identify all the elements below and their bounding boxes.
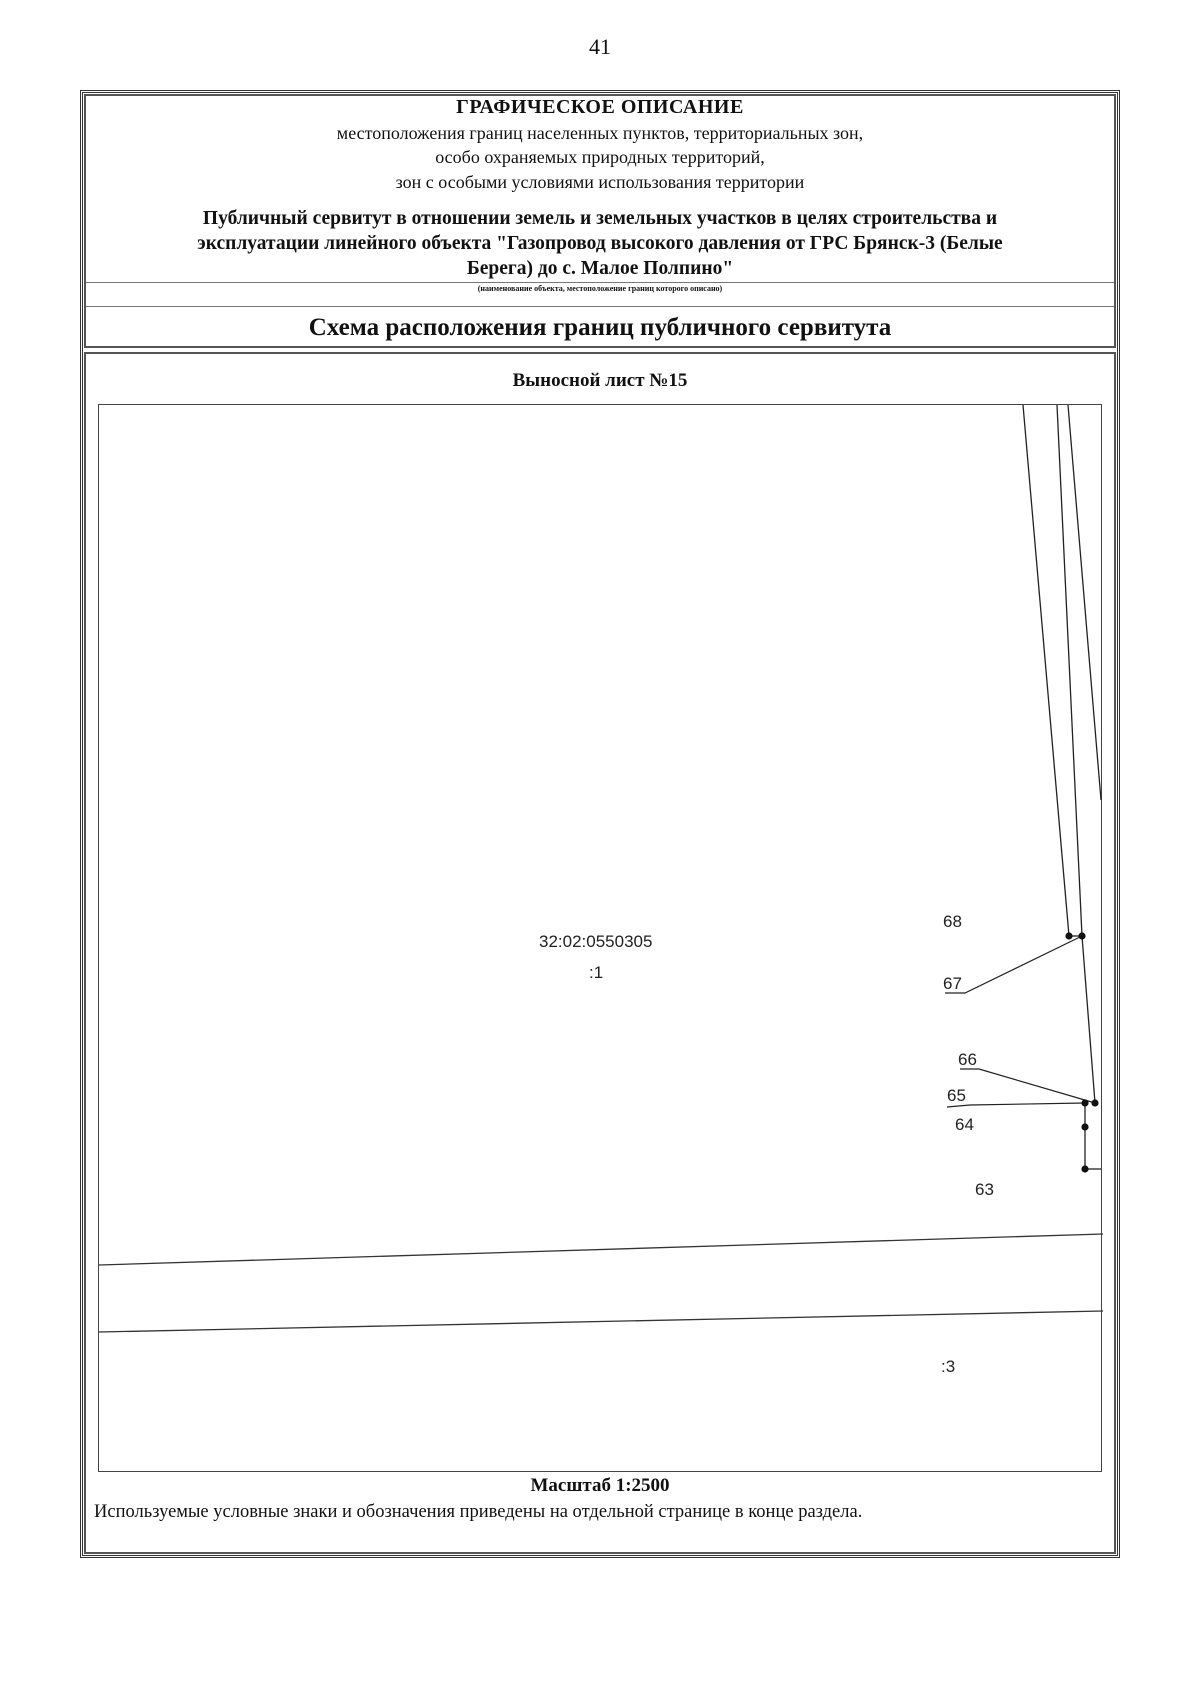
caption-divider	[86, 282, 1114, 283]
point-67	[1078, 932, 1085, 939]
header-block	[84, 94, 1116, 348]
servitude-line-1: Публичный сервитут в отношении земель и земельных участков в целях строительства и	[202, 208, 998, 229]
boundary-line-lower	[1082, 936, 1095, 1103]
servitude-description	[86, 206, 1114, 281]
subtitle-line-3: зон с особыми условиями использования территории	[395, 172, 805, 192]
leader-lines	[945, 936, 1095, 1107]
point-label-66: 66	[958, 1050, 977, 1069]
map-frame	[98, 404, 1102, 1472]
page-number: 41	[589, 34, 611, 59]
point-label-67: 67	[943, 974, 962, 993]
point-64	[1081, 1123, 1088, 1130]
boundary-points	[1065, 932, 1098, 1172]
map-drawing	[99, 405, 1103, 1473]
scheme-divider-top	[86, 306, 1114, 307]
leader-67	[945, 936, 1082, 993]
subtitle-line-2: особо охраняемых природных территорий,	[435, 147, 765, 167]
boundary-line-left	[1023, 405, 1069, 936]
point-65	[1081, 1099, 1088, 1106]
road-line-lower	[99, 1311, 1103, 1332]
servitude-line-2: эксплуатации линейного объекта "Газопровод высокого давления от ГРС Брянск-3 (Белые	[197, 233, 1003, 254]
document-title: ГРАФИЧЕСКОЕ ОПИСАНИЕ	[456, 96, 744, 118]
point-label-63: 63	[975, 1180, 994, 1199]
servitude-line-3: Берега) до с. Малое Полпино"	[466, 258, 734, 279]
point-label-65: 65	[947, 1086, 966, 1105]
parcel-3-label: :3	[941, 1357, 956, 1376]
road-lines	[99, 1234, 1103, 1332]
leader-65	[947, 1103, 1085, 1107]
parcel-1-label: :1	[589, 963, 604, 982]
object-caption: (наименование объекта, местоположение границ которого описано)	[477, 284, 723, 293]
point-68	[1065, 932, 1072, 939]
point-66	[1091, 1099, 1098, 1106]
boundary-lines	[1023, 405, 1101, 1169]
cadastral-block-label: 32:02:0550305	[539, 932, 653, 951]
legend-note: Используемые условные знаки и обозначения приведены на отдельной странице в конце раздела.	[94, 1502, 863, 1522]
point-label-64: 64	[955, 1115, 974, 1134]
scheme-title: Схема расположения границ публичного сервитута	[308, 314, 892, 341]
subtitle-line-1: местоположения границ населенных пунктов, территориальных зон,	[336, 123, 864, 143]
road-line-upper	[99, 1234, 1103, 1265]
leader-66	[960, 1069, 1095, 1103]
sheet-title: Выносной лист №15	[512, 370, 688, 391]
map-scale: Масштаб 1:2500	[530, 1475, 670, 1496]
point-label-68: 68	[943, 912, 962, 931]
boundary-line-middle	[1057, 405, 1082, 936]
point-63	[1081, 1165, 1088, 1172]
